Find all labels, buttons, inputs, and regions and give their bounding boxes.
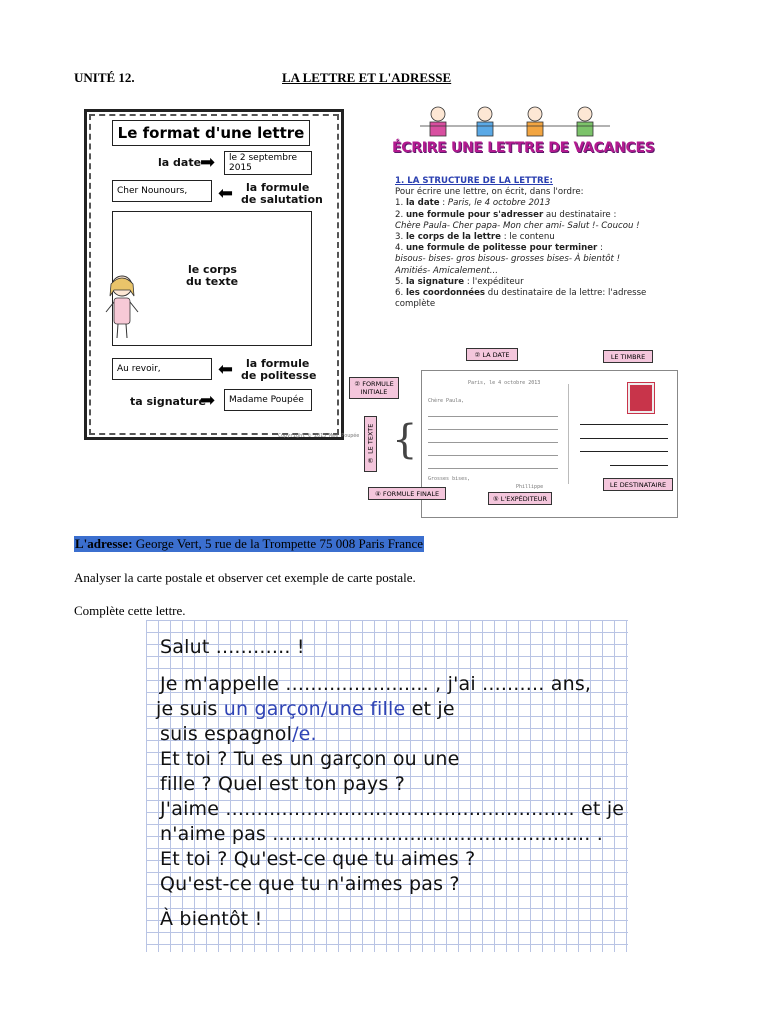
hw-line-3: je suis un garçon/une fille et je — [156, 698, 455, 720]
item-6: 6. les coordonnées du destinataire de la lettre: l'adresse complète — [395, 288, 647, 310]
item-4: 4. une formule de politesse pour terminer : — [395, 243, 603, 254]
card-divider — [568, 384, 569, 484]
address-line — [610, 465, 668, 466]
item-2: 2. une formule pour s'adresser au destinataire : — [395, 209, 617, 220]
body-label-1: le corps — [188, 263, 237, 276]
signature-label: ta signature — [130, 395, 206, 408]
page-title: LA LETTRE ET L'ADRESSE — [282, 70, 452, 85]
item-5: 5. la signature : l'expéditeur — [395, 276, 524, 287]
hw-line-5: Et toi ? Tu es un garçon ou une — [160, 748, 460, 770]
card-line — [428, 468, 558, 469]
address-line-highlighted — [74, 536, 424, 552]
format-title: Le format d'une lettre — [112, 120, 310, 146]
signature-value-box: Madame Poupée — [224, 389, 312, 411]
tag-text: ③ LE TEXTE — [364, 416, 377, 472]
unit-label: UNITÉ 12. — [74, 70, 135, 85]
date-label: la date — [158, 156, 202, 169]
section-heading: 1. LA STRUCTURE DE LA LETTRE: — [395, 176, 553, 186]
hw-line-6: fille ? Quel est ton pays ? — [160, 773, 405, 795]
closing-label-1: la formule — [246, 357, 310, 370]
arrow-left-icon: ⬅ — [218, 359, 234, 379]
address-value: George Vert, 5 rue de la Trompette 75 008 Paris France — [132, 536, 424, 551]
body-label-2: du texte — [186, 275, 239, 288]
girl-illustration — [100, 272, 144, 342]
card-line — [428, 416, 558, 417]
intro-line: Pour écrire une lettre, on écrit, dans l'ordre: — [395, 187, 584, 198]
hw-line-9: Et toi ? Qu'est-ce que tu aimes ? — [160, 848, 476, 870]
vacation-title: ÉCRIRE UNE LETTRE DE VACANCES — [392, 140, 655, 156]
address-label: L'adresse: — [75, 536, 133, 551]
instruction-complete: Complète cette lettre. — [74, 603, 186, 618]
closing-label-2: de politesse — [241, 369, 317, 382]
card-closing: Grosses bises, — [428, 476, 471, 482]
address-line — [580, 424, 668, 425]
hw-blue-text: un garçon/une fille — [223, 698, 406, 720]
tag-final-formula: ④ FORMULE FINALE — [368, 487, 446, 500]
hw-line-10: Qu'est-ce que tu n'aimes pas ? — [160, 873, 460, 895]
greeting-label-2: de salutation — [241, 193, 323, 206]
date-value-box: le 2 septembre 2015 — [224, 151, 312, 175]
hw-line-4: suis espagnol/e. — [160, 723, 317, 745]
item-1: 1. la date : Paris, le 4 octobre 2013 — [395, 198, 551, 209]
arrow-right-icon: ➡ — [200, 390, 216, 410]
hw-line-2: Je m'appelle ....................... , j'ai .......... ans, — [160, 673, 592, 695]
card-signature: Phillippe — [516, 484, 544, 490]
card-greeting: Chère Paula, — [428, 398, 465, 404]
address-line — [580, 451, 668, 452]
tag-initial-formula: ② FORMULE INITIALE — [349, 377, 399, 399]
brace-icon: { — [392, 417, 418, 463]
copyright-text: Copyright © 2015 Mme Poupée — [278, 433, 360, 439]
tag-date: ② LA DATE — [466, 348, 518, 361]
kids-illustration — [420, 104, 610, 144]
greeting-label-1: la formule — [246, 181, 310, 194]
tag-sender: ⑤ L'EXPÉDITEUR — [488, 492, 552, 505]
card-date: Paris, le 4 octobre 2013 — [468, 380, 541, 386]
letter-structure-text — [395, 176, 657, 310]
hw-line-11: À bientôt ! — [160, 908, 263, 930]
instruction-analyse: Analyser la carte postale et observer cet exemple de carte postale. — [74, 570, 416, 585]
card-line — [428, 455, 558, 456]
card-line — [428, 442, 558, 443]
tag-recipient: LE DESTINATAIRE — [603, 478, 673, 491]
hw-line-7: J'aime ........................................................ et je — [160, 798, 625, 820]
item-4-example: bisous- bises- gros bisous- grosses bises- À bientôt ! Amitiés- Amicalement... — [395, 254, 621, 276]
arrow-right-icon: ➡ — [200, 152, 216, 172]
address-line — [580, 438, 668, 439]
item-2-example: Chère Paula- Cher papa- Mon cher ami- Salut !- Coucou ! — [395, 220, 640, 231]
arrow-left-icon: ⬅ — [218, 183, 234, 203]
hw-line-8: n'aime pas ................................................... . — [160, 823, 603, 845]
tag-stamp: LE TIMBRE — [603, 350, 653, 363]
hw-line-1: Salut ............ ! — [160, 636, 305, 658]
closing-value-box: Au revoir, — [112, 358, 212, 380]
hw-blue-text: /e. — [292, 723, 317, 745]
stamp-image — [628, 383, 654, 413]
card-line — [428, 429, 558, 430]
item-3: 3. le corps de la lettre : le contenu — [395, 232, 555, 243]
greeting-value-box: Cher Nounours, — [112, 180, 212, 202]
